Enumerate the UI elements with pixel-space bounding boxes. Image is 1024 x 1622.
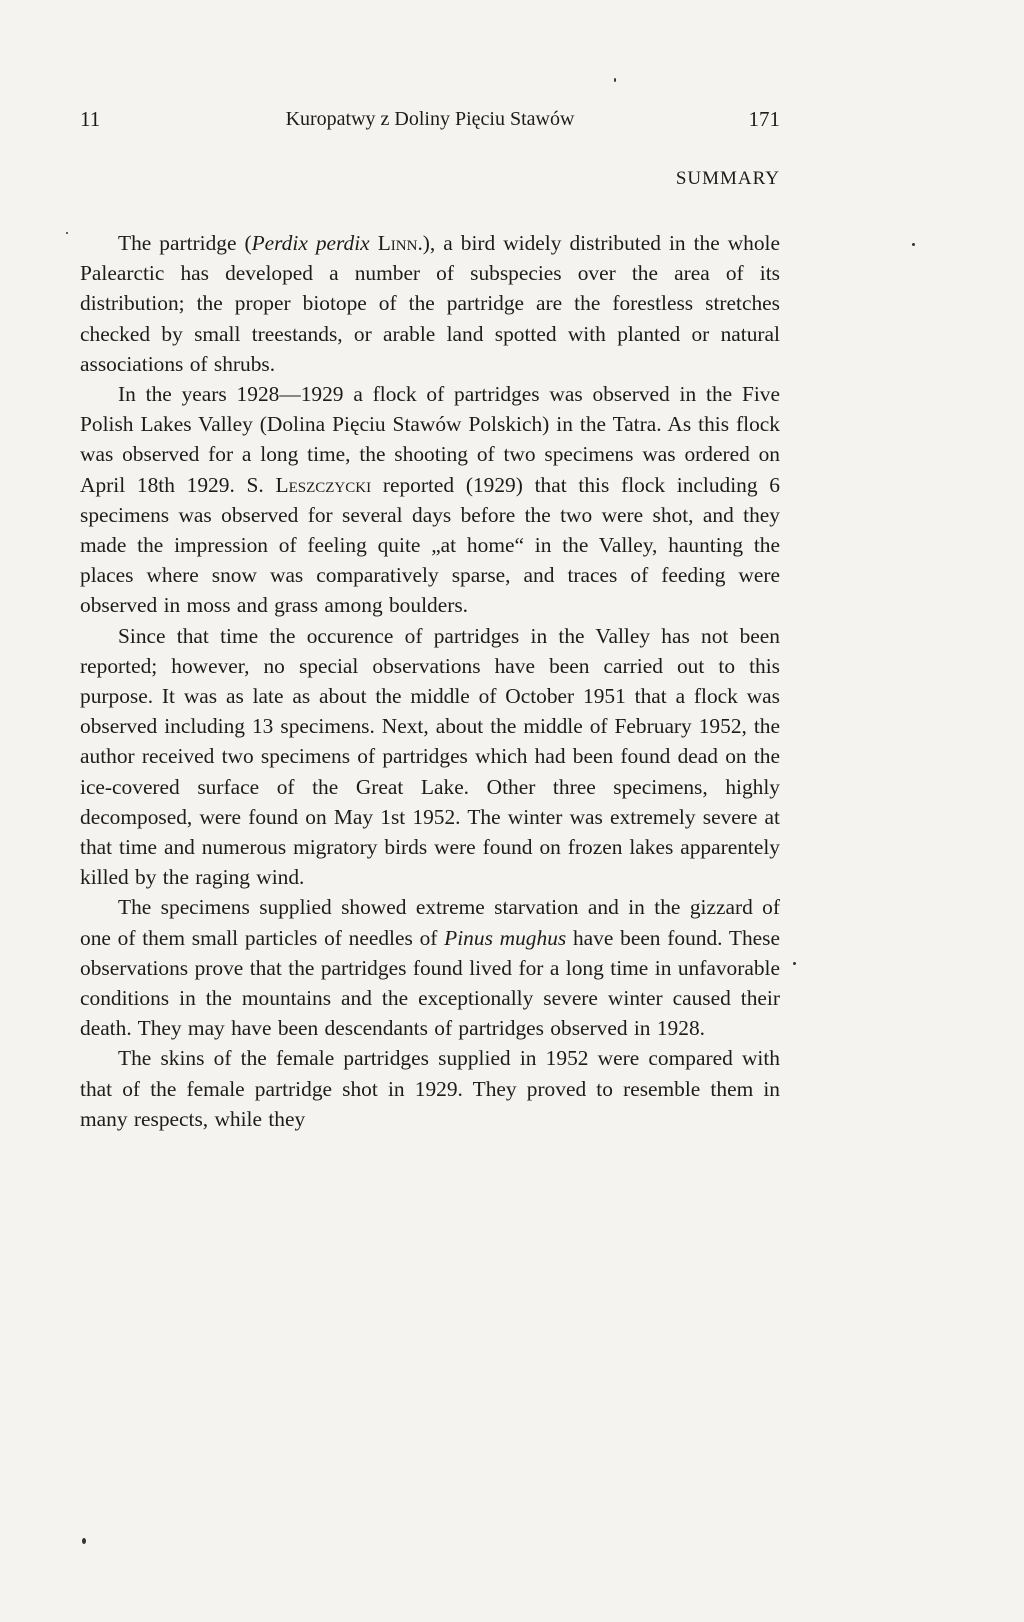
author-name: Linn bbox=[377, 231, 418, 255]
summary-body bbox=[80, 228, 780, 1134]
scan-speck bbox=[82, 1538, 86, 1544]
paragraph-2: In the years 1928—1929 a flock of partridges was observed in the Five Polish Lakes Valley (Dolina Pięciu Stawów Polskich) in the Tatra. As this flock was observed for a long time, the shooting of two specimens was ordered on April 18th 1929. S. Leszczycki reported (1929) that this flock including 6 specimens was observed for several days before the two were shot, and they made the impression of feeling quite „at home“ in the Valley, haunting the places where snow was comparatively sparse, and traces of feeding were observed in moss and grass among boulders. bbox=[80, 382, 780, 618]
scan-speck bbox=[793, 962, 796, 965]
page-number-right: 171 bbox=[748, 107, 780, 131]
paragraph-4: The specimens supplied showed extreme starvation and in the gizzard of one of them small particles of needles of Pinus mughus have been found. These observations prove that the partridges found lived for a long time in unfavorable conditions in the mountains and the exceptionally severe winter caused their death. They may have been descendants of partridges observed in 1928. bbox=[80, 895, 780, 1041]
paragraph-5: The skins of the female partridges supplied in 1952 were compared with that of the female partridge shot in 1929. They proved to resemble them in many respects, while they bbox=[80, 1046, 780, 1131]
running-title: Kuropatwy z Doliny Pięciu Stawów bbox=[285, 108, 575, 130]
scan-speck bbox=[614, 78, 616, 82]
author-name: Leszczycki bbox=[275, 472, 372, 497]
paragraph-3: Since that time the occurence of partridges in the Valley has not been reported; however, no special observations have been carried out to this purpose. It was as late as about the middle of October 1951 that a flock was observed including 13 specimens. Next, about the middle of February 1952, the author received two specimens of partridges which had been found dead on the ice-covered surface of the Great Lake. Other three specimens, highly decomposed, were found on May 1st 1952. The winter was extremely severe at that time and numerous migratory birds were found on frozen lakes apparentely killed by the raging wind. bbox=[80, 623, 780, 890]
species-name: Pinus mughus bbox=[444, 925, 567, 950]
page-number-left: 11 bbox=[80, 107, 101, 131]
scan-speck bbox=[66, 232, 68, 234]
scan-speck bbox=[912, 243, 915, 246]
species-name: Perdix perdix bbox=[251, 231, 370, 255]
paragraph-1: The partridge (Perdix perdix Linn.), a bird widely distributed in the whole Palearctic has developed a number of subspecies over the area of its distribution; the proper biotope of the partridge are the forestless stretches checked by small treestands, or arable land spotted with planted or natural associations of shrubs. bbox=[80, 231, 780, 376]
section-title: SUMMARY bbox=[675, 168, 780, 189]
page-header bbox=[80, 104, 780, 134]
